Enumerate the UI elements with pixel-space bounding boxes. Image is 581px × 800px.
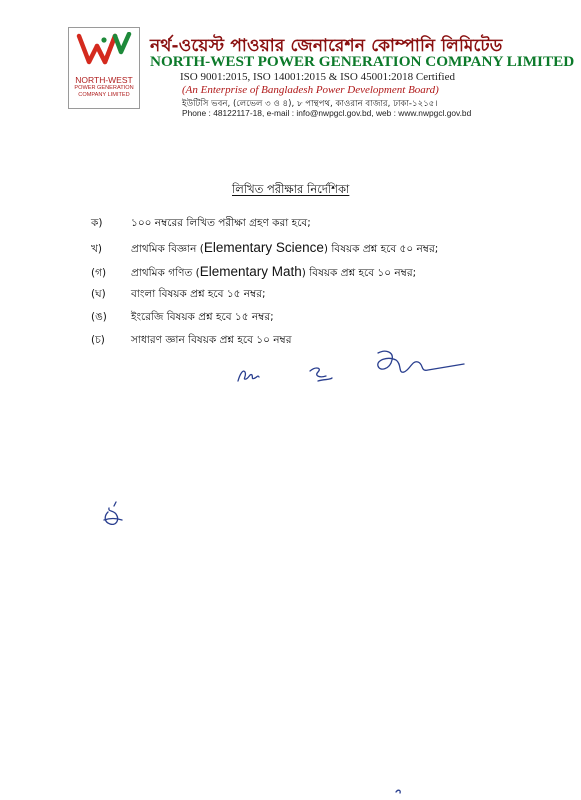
iso-certification: ISO 9001:2015, ISO 14001:2015 & ISO 45001:2018 Certified [180, 71, 455, 83]
contact-info: Phone : 48122117-18, e-mail : info@nwpgcl.gov.bd, web : www.nwpgcl.gov.bd [182, 108, 472, 118]
item-text-before: প্রাথমিক গণিত ( [131, 267, 200, 279]
instruction-item [91, 240, 438, 259]
signature-initial-3 [378, 351, 464, 372]
item-marker: ক) [91, 217, 103, 229]
item-subject-latin: Elementary Science [203, 240, 324, 255]
company-name-bangla: নর্থ-ওয়েস্ট পাওয়ার জেনারেশন কোম্পানি লিমিটেড [150, 36, 503, 56]
office-address: ইউটিসি ভবন, (লেভেল ৩ ও ৪), ৮ পান্থপথ, কাওরান বাজার, ঢাকা-১২১৫। [182, 99, 438, 109]
instruction-item [91, 264, 416, 283]
item-marker: (ঙ) [91, 311, 107, 323]
instruction-item [91, 310, 274, 327]
signature-initial-4 [104, 502, 122, 524]
item-text-before: প্রাথমিক বিজ্ঞান ( [131, 243, 204, 255]
instruction-item [91, 216, 311, 233]
item-marker: (ঘ) [91, 288, 106, 300]
company-logo [68, 27, 140, 109]
logo-w-mark-icon [75, 32, 133, 68]
item-marker: (চ) [91, 334, 105, 346]
item-text: ইংরেজি বিষয়ক প্রশ্ন হবে ১৫ নম্বর; [131, 311, 274, 323]
signature-initial-2 [310, 368, 332, 381]
document-title: লিখিত পরীক্ষার নির্দেশিকা [232, 182, 350, 196]
item-marker: (গ) [91, 267, 107, 279]
enterprise-note: (An Enterprise of Bangladesh Power Development Board) [182, 84, 439, 96]
item-marker: খ) [91, 243, 102, 255]
company-name-english: NORTH-WEST POWER GENERATION COMPANY LIMITED [150, 53, 575, 70]
item-text: বাংলা বিষয়ক প্রশ্ন হবে ১৫ নম্বর; [131, 288, 266, 300]
instruction-item [91, 333, 292, 350]
page-mark [396, 790, 400, 793]
signature-initial-1 [238, 371, 259, 381]
item-text: সাধারণ জ্ঞান বিষয়ক প্রশ্ন হবে ১০ নম্বর [131, 334, 292, 346]
item-text-after: ) বিষয়ক প্রশ্ন হবে ৫০ নম্বর; [323, 243, 439, 255]
item-subject-latin: Elementary Math [199, 264, 302, 279]
logo-text-line3: COMPANY LIMITED [78, 92, 130, 98]
item-text-after: ) বিষয়ক প্রশ্ন হবে ১০ নম্বর; [301, 267, 417, 279]
item-text: ১০০ নম্বরের লিখিত পরীক্ষা গ্রহণ করা হবে; [131, 217, 311, 229]
logo-text-line1: NORTH-WEST [75, 75, 133, 85]
logo-text-line2: POWER GENERATION [74, 85, 134, 91]
instruction-item [91, 287, 266, 304]
